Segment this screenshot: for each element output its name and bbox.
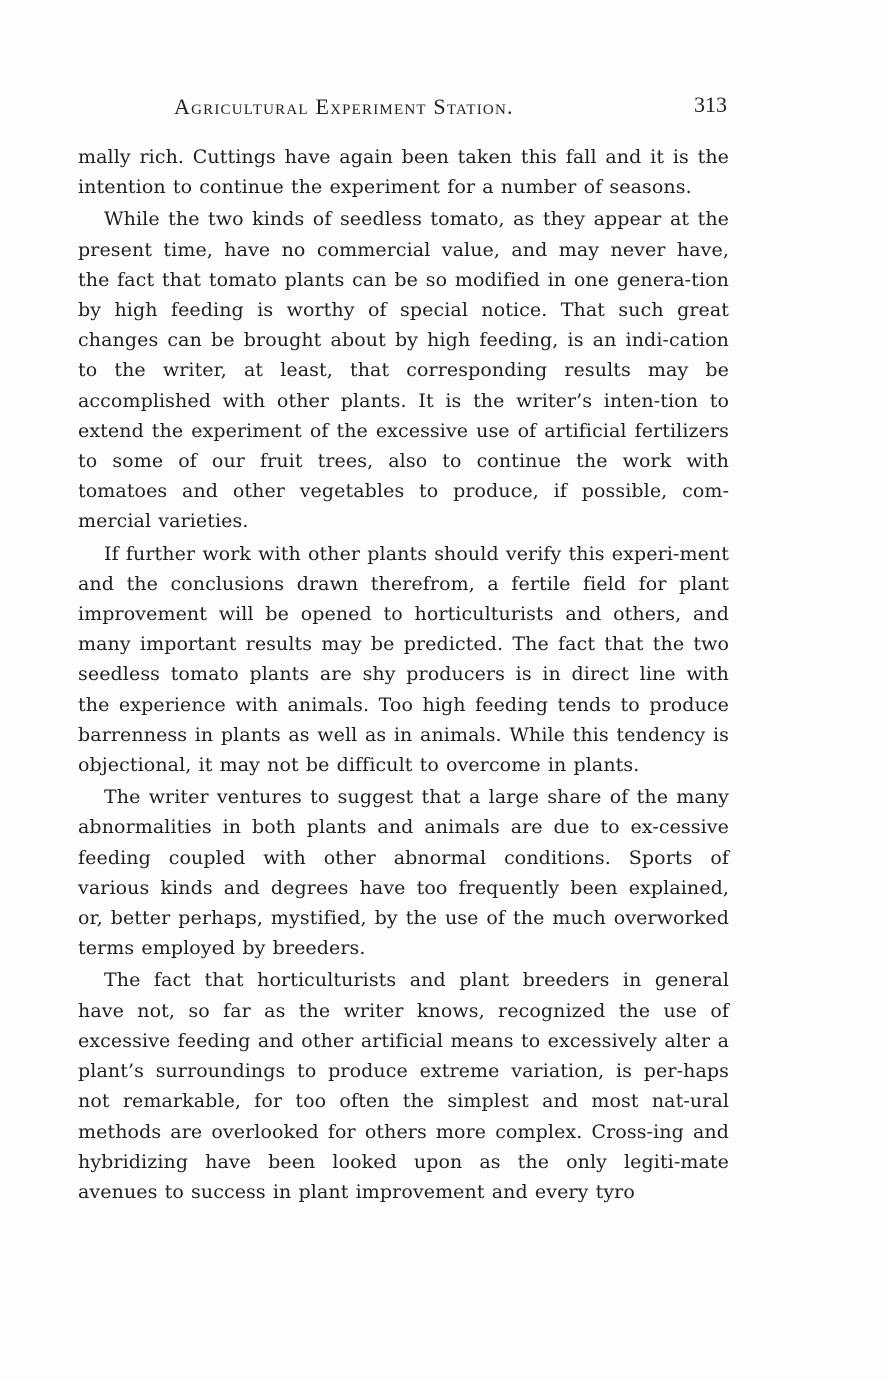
text-line: tion by high feeding is worthy of special notice. That such bbox=[78, 268, 729, 322]
paragraph bbox=[78, 204, 729, 536]
text-line: is the intention to continue the experiment for a number of bbox=[78, 146, 729, 199]
text-line: The fact that horticulturists and plant breeders in general bbox=[104, 969, 729, 992]
page-number: 313 bbox=[694, 92, 727, 117]
text-line: overcome in plants. bbox=[446, 754, 640, 777]
text-line: If further work with other plants should verify this experi- bbox=[104, 542, 680, 565]
text-line: with tomatoes and other vegetables to produce, if possible, com- bbox=[78, 450, 730, 503]
text-line: Sports of various kinds and degrees have too frequently been bbox=[78, 846, 730, 899]
text-line: overworked terms employed by breeders. bbox=[78, 907, 729, 960]
paragraph bbox=[78, 142, 729, 202]
text-line: The writer ventures to suggest that a large share of the bbox=[104, 786, 669, 809]
text-line: ing and hybridizing have been looked upon as the only legiti- bbox=[78, 1120, 729, 1173]
text-line: the two seedless tomato plants are shy producers is in direct bbox=[78, 633, 730, 686]
text-line: seasons. bbox=[609, 176, 692, 199]
body-text bbox=[78, 142, 729, 1209]
text-line: and many important results may be predicted. The fact that bbox=[78, 603, 729, 656]
text-line: tends to produce barrenness in plants as well as in animals. bbox=[78, 693, 729, 746]
text-line: the fact that tomato plants can be so modified in one genera- bbox=[78, 268, 692, 291]
text-line: ural methods are overlooked for others more complex. Cross- bbox=[78, 1090, 729, 1143]
text-line: While the two kinds of seedless tomato, as they appear at the bbox=[104, 208, 729, 231]
text-line: tion to extend the experiment of the excessive use of artificial bbox=[78, 389, 730, 442]
paragraph bbox=[78, 782, 729, 963]
text-line: have not, so far as the writer knows, recognized the use of bbox=[78, 999, 729, 1022]
text-line: haps not remarkable, for too often the simplest and most nat- bbox=[78, 1060, 729, 1113]
text-line: many abnormalities in both plants and animals are due to ex- bbox=[78, 786, 730, 839]
text-line: cation to the writer, at least, that corresponding results may bbox=[78, 329, 729, 382]
text-line: be accomplished with other plants. It is the writer’s inten- bbox=[78, 359, 730, 412]
text-line: great changes can be brought about by high feeding, is an indi- bbox=[78, 299, 730, 352]
text-line: explained, or, better perhaps, mystified, by the use of the much bbox=[78, 876, 730, 930]
text-line: present time, have no commercial value, and may never have, bbox=[78, 238, 729, 261]
text-line: mercial varieties. bbox=[78, 510, 249, 533]
text-line: mally rich. Cuttings have again been taken this fall and it bbox=[78, 146, 665, 168]
text-line: mate avenues to success in plant improvement and every tyro bbox=[78, 1150, 729, 1203]
text-line: a plant’s surroundings to produce extreme variation, is per- bbox=[78, 1029, 729, 1083]
text-line: While this tendency is objectional, it may not be difficult to bbox=[78, 723, 730, 777]
page-header bbox=[78, 90, 729, 124]
text-line: cessive feeding coupled with other abnormal conditions. bbox=[78, 816, 729, 869]
paragraph bbox=[78, 965, 729, 1207]
text-line: fertilizers to some of our fruit trees, also to continue the work bbox=[78, 419, 729, 473]
text-line: line with the experience with animals. Too high feeding bbox=[78, 663, 729, 716]
text-line: excessive feeding and other artificial means to excessively alter bbox=[78, 1029, 711, 1052]
text-line: ment and the conclusions drawn therefrom, a fertile field for bbox=[78, 542, 729, 595]
paragraph bbox=[78, 539, 729, 781]
running-head: Agricultural Experiment Station. bbox=[174, 94, 514, 119]
text-line: plant improvement will be opened to horticulturists and others, bbox=[78, 572, 729, 626]
